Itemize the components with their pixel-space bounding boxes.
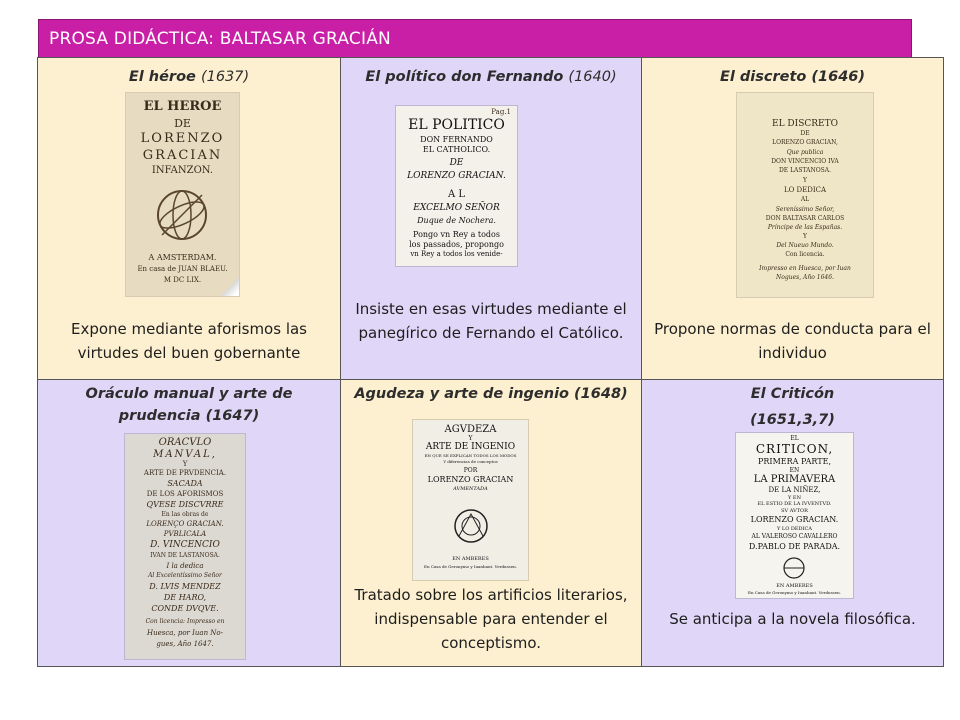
book-cover-criticon: EL CRITICON, PRIMERA PARTE, EN LA PRIMAVERA DE LA NIÑEZ, Y EN EL ESTIO DE LA IVVENTVD. SV AVTOR LORENZO GRACIAN. Y LO DEDICA AL VALEROSO CAVALLERO D.PABLO DE PARADA. EN AMBERES En Casa de Geronymo y Iuanbaut. Verdussen.: [736, 433, 853, 598]
work-cell-heroe: [38, 58, 341, 380]
work-title: El discreto (1646): [719, 69, 866, 85]
book-cover-oraculo: ORACVLO MANVAL, Y ARTE DE PRVDENCIA. SACADA DE LOS AFORISMOS QVESE DISCVRRE En las obras de LORENÇO GRACIAN. PVBLICALA D. VINCENCIO IVAN DE LASTANOSA. I la dedica Al Excelentíssimo Señor D. LVIS MENDEZ DE HARO, CONDE DVQVE. Con licencia: Impresso en Huesca, por Iuan No- gues, Año 1647.: [125, 434, 245, 659]
work-title: El héroe (1637): [128, 69, 250, 85]
work-cell-discreto: [642, 58, 944, 380]
work-cell-agudeza: [341, 380, 642, 667]
printer-emblem-icon: [451, 506, 491, 546]
page-title: PROSA DIDÁCTICA: BALTASAR GRACIÁN: [49, 29, 391, 49]
book-cover-agudeza: AGVDEZA Y ARTE DE INGENIO EN QUE SE EXPLICAN TODOS LOS MODOS Y diferencias de conceptos POR LORENZO GRACIAN AVMENTADA EN AMBERES En Casa de Geronymo y Iuanbaut. Verdussen.: [413, 420, 528, 580]
book-cover-heroe: EL HEROE DE LORENZO GRACIAN INFANZON. A AMSTERDAM. En casa de JUAN BLAEU. M DC LIX.: [126, 93, 239, 296]
book-cover-politico: Pag.1 EL POLITICO DON FERNANDO EL CATHOLICO. DE LORENZO GRACIAN. A L EXCELMO SEÑOR Duque de Nochera. Pongo vn Rey a todos los passados, propongo vn Rey a todos los venide-: [396, 106, 517, 266]
work-title: El político don Fernando (1640): [365, 69, 617, 85]
work-cell-oraculo: [38, 380, 341, 667]
armillary-emblem-icon: [152, 185, 212, 245]
work-cell-politico: [341, 58, 642, 380]
work-description: Insiste en esas virtudes mediante el panegírico de Fernando el Católico.: [355, 300, 627, 342]
work-description: Tratado sobre los artificios literarios, indispensable para entender el conceptismo.: [354, 586, 628, 652]
work-title: Agudeza y arte de ingenio (1648): [354, 386, 628, 402]
work-description: Propone normas de conducta para el individuo: [654, 320, 931, 362]
work-title: Oráculo manual y arte de prudencia (1647): [85, 386, 293, 424]
printer-mark-icon: [780, 555, 808, 581]
works-table: [37, 57, 944, 667]
work-description: Se anticipa a la novela filosófica.: [669, 610, 916, 628]
page-curl-icon: [217, 274, 239, 296]
header-bar: [38, 19, 912, 57]
work-description: Expone mediante aforismos las virtudes del buen gobernante: [70, 320, 307, 362]
book-cover-discreto: EL DISCRETO DE LORENZO GRACIAN, Que publica DON VINCENCIO IVA DE LASTANOSA. Y LO DEDICA AL Sereníssimo Señor, DON BALTASAR CARLOS Príncipe de las Españas. Y Del Nueuo Mundo. Con licencia. Impresso en Huesca, por Iuan Nogues, Año 1646.: [737, 93, 873, 297]
work-cell-criticon: [642, 380, 944, 667]
work-title: El Criticón (1651,3,7): [750, 386, 835, 428]
